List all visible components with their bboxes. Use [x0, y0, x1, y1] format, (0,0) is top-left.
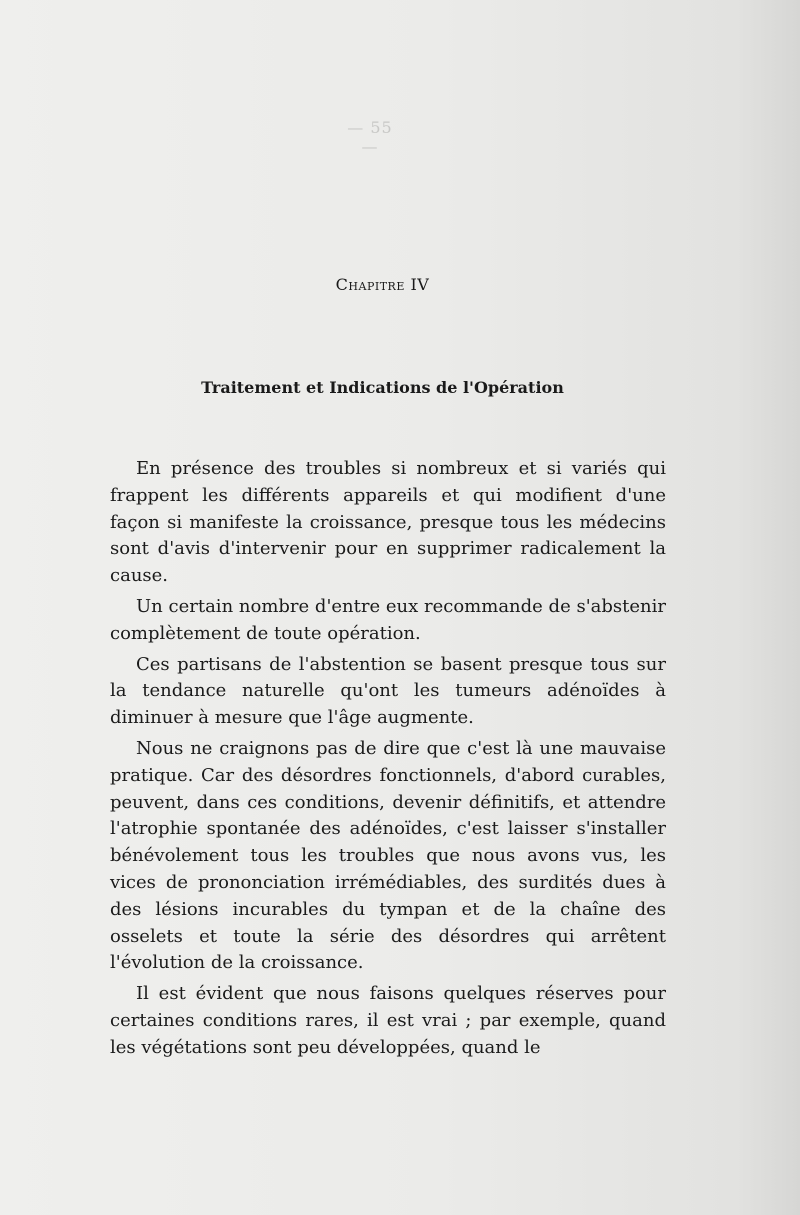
- paragraph: En présence des troubles si nombreux et si variés qui frappent les différents appareils et qui modifient d'une façon si manifeste la croissance, presque tous les médecins sont d'avis d'intervenir pour en supprimer radicalement la cause.: [110, 458, 666, 587]
- paragraph: Un certain nombre d'entre eux recommande de s'abstenir complètement de toute opération.: [110, 595, 666, 644]
- section-title: Traitement et Indications de l'Opération: [201, 378, 564, 397]
- paragraph: Il est évident que nous faisons quelques réserves pour certaines conditions rares, il est vrai ; par exemple, quand les végétations sont peu développées, quand le: [110, 983, 666, 1058]
- chapter-numeral: IV: [410, 275, 430, 294]
- body-text: [110, 456, 666, 1062]
- chapter-label: Chapitre: [335, 275, 405, 294]
- chapter-heading: [0, 275, 765, 294]
- page-number: — 55 —: [347, 118, 393, 156]
- paragraph: Ces partisans de l'abstention se basent presque tous sur la tendance naturelle qu'ont les tumeurs adénoïdes à diminuer à mesure que l'âge augmente.: [110, 653, 666, 729]
- paragraph: Nous ne craignons pas de dire que c'est là une mauvaise pratique. Car des désordres fonctionnels, d'abord curables, peuvent, dans ces conditions, devenir définitifs, et attendre l'atrophie spontanée des adénoïdes, c'est laisser s'installer bénévolement tous les troubles que nous avons vus, les vices de prononciation irrémédiables, des surdités dues à des lésions incurables du tympan et de la chaîne des osselets et toute la série des désordres qui arrêtent l'évolution de la croissance.: [110, 737, 666, 974]
